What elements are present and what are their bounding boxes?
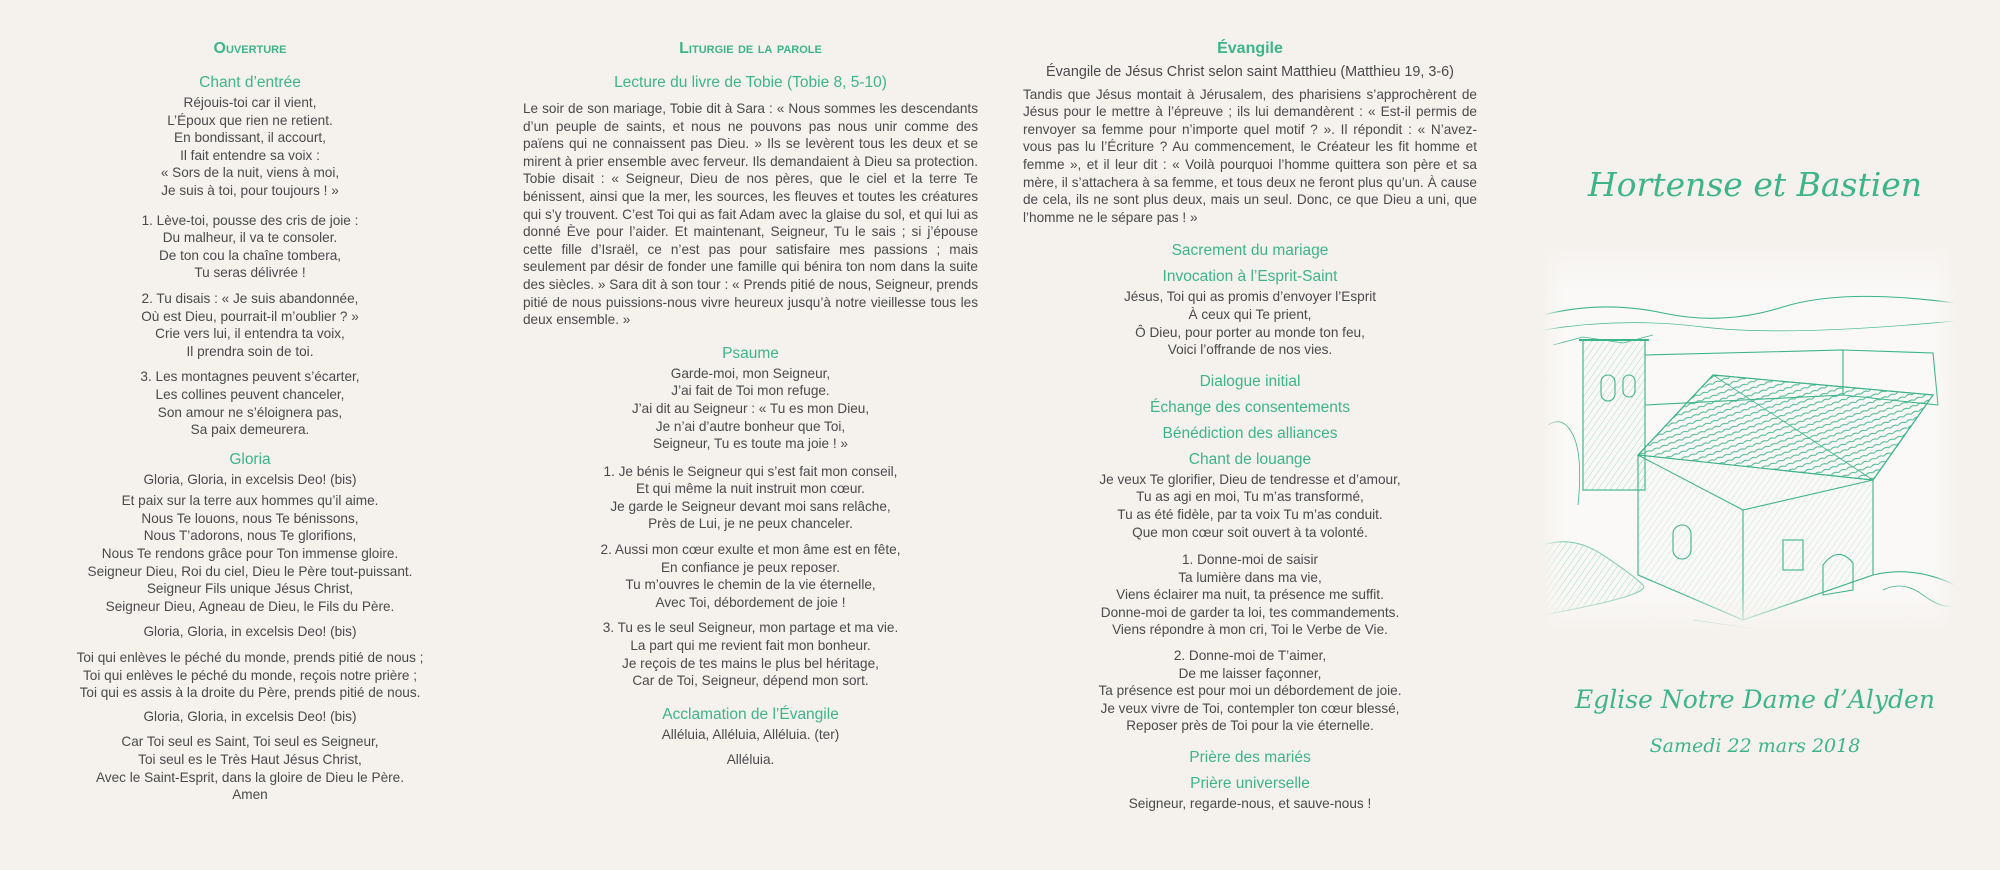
verse-line: Du malheur, il va te consoler. [162, 230, 338, 246]
stanza [55, 649, 445, 702]
verse-line: La part qui me revient fait mon bonheur. [630, 638, 871, 654]
stanza [523, 463, 978, 533]
stanza [1023, 647, 1477, 735]
verse-line: Toi qui es assis à la droite du Père, prends pitié de nous. [79, 685, 421, 701]
verse-line: 1. Lève-toi, pousse des cris de joie : [141, 212, 359, 228]
stanza [55, 492, 445, 615]
text-line: Gloria, Gloria, in excelsis Deo! (bis) [143, 624, 357, 640]
stanza [55, 212, 445, 282]
verse-line: Il fait entendre sa voix : [180, 147, 320, 163]
text-line: Alléluia. [726, 752, 775, 768]
verse-line: Car Toi seul es Saint, Toi seul es Seigneur, [121, 734, 379, 750]
verse-line: 2. Tu disais : « Je suis abandonnée, [141, 290, 359, 306]
verse-line: Avec le Saint-Esprit, dans la gloire de Dieu le Père. [95, 769, 405, 785]
verse-line: À ceux qui Te prient, [1188, 306, 1312, 322]
verse-line: Tu seras délivrée ! [194, 265, 306, 281]
ceremony-date: Samedi 22 mars 2018 [1649, 735, 1861, 757]
stanza [523, 541, 978, 611]
verse-line: Je reçois de tes mains le plus bel héritage, [622, 655, 879, 671]
section-title: Liturgie de la parole [679, 40, 822, 57]
verse-line: Son amour ne s’éloignera pas, [157, 404, 343, 420]
church-name: Eglise Notre Dame d’Alyden [1575, 685, 1935, 714]
verse-line: Amen [232, 787, 268, 803]
church-sketch-illustration [1543, 245, 1955, 630]
verse-line: Toi qui enlèves le péché du monde, reçois notre prière ; [83, 667, 417, 683]
verse-line: Près de Lui, je ne peux chanceler. [648, 516, 853, 532]
verse-line: 3. Les montagnes peuvent s’écarter, [140, 369, 360, 385]
verse-line: Ta présence est pour moi un débordement de joie. [1098, 683, 1402, 699]
subsection-title: Prière des mariés [1189, 749, 1311, 767]
subsection-title: Sacrement du mariage [1171, 242, 1329, 260]
verse-line: Sa paix demeurera. [190, 422, 310, 438]
verse-line: Tu m’ouvres le chemin de la vie éternelle, [625, 577, 876, 593]
section-title: Évangile [1217, 40, 1283, 57]
section-title: Ouverture [213, 40, 287, 57]
stanza [523, 619, 978, 689]
subsection-title: Chant de louange [1188, 450, 1312, 468]
subsection-title: Bénédiction des alliances [1162, 424, 1338, 442]
verse-line: Seigneur Fils unique Jésus Christ, [146, 581, 354, 597]
stanza [55, 733, 445, 803]
opening-column [55, 38, 445, 804]
verse-line: Tu as été fidèle, par ta voix Tu m’as conduit. [1117, 506, 1383, 522]
subsection-title: Chant d’entrée [199, 74, 301, 91]
stanza [55, 368, 445, 438]
couple-names: Hortense et Bastien [1587, 165, 1923, 204]
verse-line: Les collines peuvent chanceler, [155, 386, 345, 402]
verse-line: Seigneur Dieu, Agneau de Dieu, le Fils du Père. [105, 598, 395, 614]
subsection-title: Acclamation de l’Évangile [662, 705, 839, 723]
verse-line: Je n’ai d’autre bonheur que Toi, [655, 418, 846, 434]
verse-line: 2. Aussi mon cœur exulte et mon âme est en fête, [600, 542, 901, 558]
verse-line: Ta lumière dans ma vie, [1178, 569, 1322, 585]
subsection-title: Psaume [722, 344, 779, 362]
verse-line: Et qui même la nuit instruit mon cœur. [636, 481, 865, 497]
verse-line: Et paix sur la terre aux hommes qu’il aime. [121, 493, 379, 509]
verse-line: Donne-moi de garder ta loi, tes commandements. [1100, 604, 1400, 620]
verse-line: Garde-moi, mon Seigneur, [670, 365, 831, 381]
text-line: Gloria, Gloria, in excelsis Deo! (bis) [143, 471, 357, 487]
verse-line: Je garde le Seigneur devant moi sans relâche, [610, 498, 891, 514]
verse-line: Nous Te rendons grâce pour Ton immense gloire. [101, 546, 399, 562]
verse-line: Jésus, Toi qui as promis d’envoyer l’Esprit [1123, 289, 1377, 305]
verse-line: 1. Donne-moi de saisir [1182, 552, 1318, 568]
verse-line: J’ai dit au Seigneur : « Tu es mon Dieu, [631, 400, 870, 416]
stanza [523, 365, 978, 453]
verse-line: Réjouis-toi car il vient, [183, 95, 317, 110]
verse-line: Seigneur Dieu, Roi du ciel, Dieu le Père tout-puissant. [87, 563, 413, 579]
verse-line: Toi qui enlèves le péché du monde, prends pitié de nous ; [76, 650, 424, 666]
liturgy-column [523, 38, 978, 769]
gospel-text: Tandis que Jésus montait à Jérusalem, des pharisiens s’approchèrent de Jésus pour le mettre à l’épreuve ; ils lui demandèrent : « Est-il permis de renvoyer sa femme pour n’importe quel motif ? ». Il répondit : « N’avez-vous pas lu l’Écriture ? Au commencement, le Créateur les fit homme et femme », et il leur dit : « Voilà pourquoi l’homme quittera son père et sa mère, il s’attachera à sa femme, et tous deux ne feront plus qu’un. À cause de cela, ils ne sont plus deux, mais un seul. Donc, ce que Dieu a uni, que l’homme ne le sépare pas ! » [1023, 86, 1477, 225]
subsection-title: Invocation à l’Esprit-Saint [1162, 268, 1338, 286]
verse-line: Voici l’offrande de nos vies. [1167, 342, 1333, 358]
text-line: Seigneur, regarde-nous, et sauve-nous ! [1128, 796, 1372, 812]
stanza [1023, 288, 1477, 358]
verse-line: Toi seul es le Très Haut Jésus Christ, [138, 752, 362, 767]
verse-line: Car de Toi, Seigneur, dépend mon sort. [632, 673, 869, 689]
stanza [55, 290, 445, 360]
reading-text: Le soir de son mariage, Tobie dit à Sara : « Nous sommes les descendants d’un peuple de saints, et nous ne pouvons pas nous unir comme des païens qui ne connaissent pas Dieu. » Ils se levèrent tous les deux et se mirent à prier ensemble avec ferveur. Ils demandaient à Dieu sa protection. Tobie disait : « Seigneur, Dieu de nos pères, que le ciel et la terre Te bénissent, ainsi que la mer, les sources, les fleuves et toutes les créatures qui s’y trouvent. C’est Toi qui as fait Adam avec la glaise du sol, et qui lui as donné Ève pour l’aider. Et maintenant, Seigneur, Tu le sais ; si j’épouse cette fille d’Israël, ce n’est pas pour satisfaire mes passions ; mais seulement par désir de fonder une famille qui bénira ton nom dans la suite des siècles. » Sara dit à son tour : « Prends pitié de nous, Seigneur, prends pitié de nous puissions-nous vivre heureux jusqu’à notre vieillesse tous les deux ensemble. » [523, 101, 978, 328]
verse-line: L’Époux que rien ne retient. [167, 112, 333, 128]
verse-line: Avec Toi, débordement de joie ! [655, 594, 846, 610]
subsection-title: Prière universelle [1190, 775, 1310, 793]
verse-line: Je veux vivre de Toi, contempler ton cœur blessé, [1100, 700, 1400, 716]
verse-line: Ô Dieu, pour porter au monde ton feu, [1135, 324, 1365, 340]
verse-line: Je veux Te glorifier, Dieu de tendresse et d’amour, [1099, 471, 1401, 487]
text-line: Gloria, Gloria, in excelsis Deo! (bis) [143, 708, 357, 724]
verse-line: Viens éclairer ma nuit, ta présence me suffit. [1116, 587, 1384, 603]
verse-line: Nous Te louons, nous Te bénissons, [141, 510, 359, 526]
verse-line: 1. Je bénis le Seigneur qui s’est fait mon conseil, [603, 463, 898, 479]
subsection-title: Dialogue initial [1199, 372, 1301, 390]
subsection-title: Échange des consentements [1150, 398, 1350, 416]
cover-panel [1540, 0, 1970, 870]
verse-line: J’ai fait de Toi mon refuge. [671, 383, 830, 399]
gospel-column [1023, 38, 1477, 813]
verse-line: Tu as agi en moi, Tu m’as transformé, [1136, 489, 1364, 505]
verse-line: Viens répondre à mon cri, Toi le Verbe de Vie. [1112, 622, 1388, 638]
verse-line: 2. Donne-moi de T’aimer, [1173, 648, 1327, 664]
subsection-title: Gloria [229, 450, 271, 468]
verse-line: 3. Tu es le seul Seigneur, mon partage et ma vie. [602, 620, 899, 636]
stanza [55, 94, 445, 200]
verse-line: En bondissant, il accourt, [174, 130, 326, 146]
verse-line: De me laisser façonner, [1178, 665, 1322, 681]
verse-line: Crie vers lui, il entendra ta voix, [155, 326, 345, 342]
verse-line: Seigneur, Tu es toute ma joie ! » [653, 436, 848, 452]
verse-line: Reposer près de Toi pour la vie éternelle. [1126, 718, 1374, 734]
text-line: Alléluia, Alléluia, Alléluia. (ter) [661, 726, 840, 742]
verse-line: « Sors de la nuit, viens à moi, [160, 165, 340, 181]
verse-line: Nous T’adorons, nous Te glorifions, [143, 528, 357, 544]
verse-line: Je suis à toi, pour toujours ! » [161, 182, 339, 198]
verse-line: Où est Dieu, pourrait-il m’oublier ? » [141, 308, 359, 324]
verse-line: De ton cou la chaîne tombera, [158, 247, 342, 263]
verse-line: Il prendra soin de toi. [186, 343, 314, 359]
stanza [1023, 551, 1477, 639]
gospel-reference: Évangile de Jésus Christ selon saint Matthieu (Matthieu 19, 3-6) [1046, 64, 1454, 80]
stanza [1023, 471, 1477, 541]
verse-line: Que mon cœur soit ouvert à ta volonté. [1132, 524, 1368, 540]
subsection-title: Lecture du livre de Tobie (Tobie 8, 5-10) [614, 74, 887, 91]
verse-line: En confiance je peux reposer. [660, 559, 841, 575]
